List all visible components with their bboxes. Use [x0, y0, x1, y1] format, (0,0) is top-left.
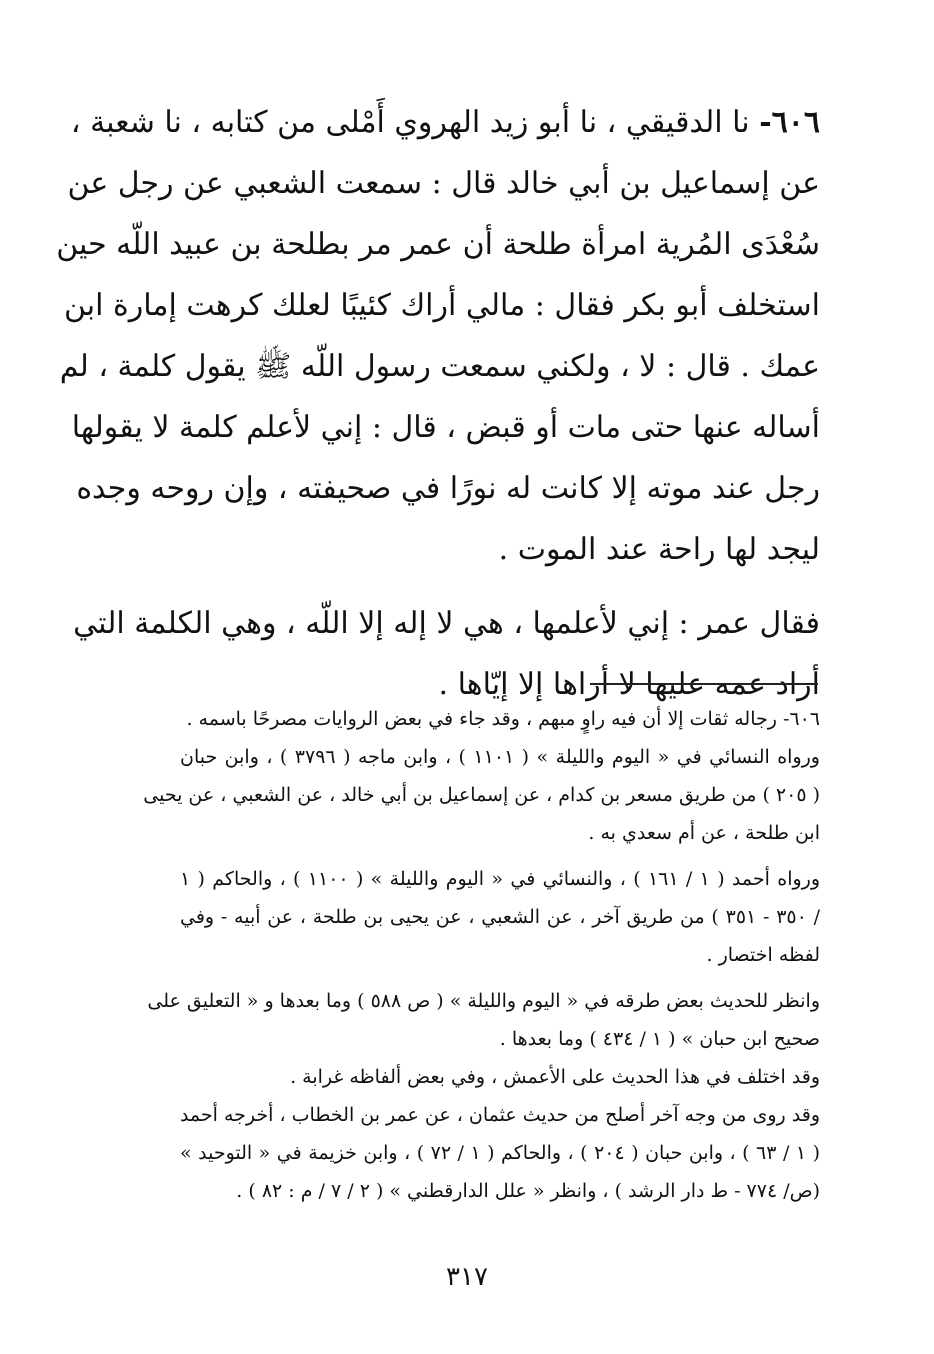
text-line-7: رجل عند موته إلا كانت له نورًا في صحيفته ، وإن روحه وجده: [76, 471, 820, 506]
hadith-number: ٦٠٦-: [759, 105, 820, 140]
text-line-1-body: نا الدقيقي ، نا أبو زيد الهروي أَمْلى من كتابه ، نا شعبة ،: [70, 105, 750, 140]
text-line-4: استخلف أبو بكر فقال : مالي أراك كئيبًا لعلك كرهت إمارة ابن: [63, 288, 820, 323]
footnote-line: ابن طلحة ، عن أم سعدي به .: [588, 822, 820, 844]
footnote-line: وانظر للحديث بعض طرقه في « اليوم والليلة » ( ص ٥٨٨ ) وما بعدها و « التعليق على: [147, 990, 820, 1012]
footnote-line: صحيح ابن حبان » ( ١ / ٤٣٤ ) وما بعدها .: [499, 1028, 820, 1050]
hadith-text: [56, 92, 820, 715]
text-line-2: عن إسماعيل بن أبي خالد قال : سمعت الشعبي عن رجل عن: [67, 166, 820, 201]
footnotes: [143, 700, 821, 1210]
closing-line-2: أراد عمه عليها لا أراها إلا إيّاها .: [438, 667, 820, 702]
footnote-line: وقد روى من وجه آخر أصلح من حديث عثمان ، عن عمر بن الخطاب ، أخرجه أحمد: [179, 1104, 820, 1126]
closing-line-1: فقال عمر : إني لأعلمها ، هي لا إله إلا اللّه ، وهي الكلمة التي: [73, 606, 820, 641]
footnote-line: ٦٠٦- رجاله ثقات إلا أن فيه راوٍ مبهم ، وقد جاء في بعض الروايات مصرحًا باسمه .: [186, 708, 820, 730]
footnote-line: (ص/ ٧٧٤ - ط دار الرشد ) ، وانظر « علل الدارقطني » ( ٢ / ٧ / م : ٨٢ ) .: [236, 1180, 820, 1202]
footnote-line: ورواه أحمد ( ١ / ١٦١ ) ، والنسائي في « اليوم والليلة » ( ١١٠٠ ) ، والحاكم ( ١: [180, 868, 821, 890]
text-line-3: سُعْدَى المُرية امرأة طلحة أن عمر مر بطلحة بن عبيد اللّه حين: [56, 227, 820, 262]
text-line-6: أساله عنها حتى مات أو قبض ، قال : إني لأعلم كلمة لا يقولها: [71, 410, 820, 445]
page-number: ٣١٧: [446, 1262, 488, 1292]
text-line-1: [70, 92, 820, 153]
footnote-line: / ٣٥٠ - ٣٥١ ) من طريق آخر ، عن الشعبي ، عن يحيى بن طلحة ، عن أبيه - وفي: [180, 906, 820, 928]
footnote-line: ( ١ / ٦٣ ) ، وابن حبان ( ٢٠٤ ) ، والحاكم ( ١ / ٧٢ ) ، وابن خزيمة في « التوحيد »: [180, 1142, 820, 1164]
text-line-8: ليجد لها راحة عند الموت .: [498, 532, 820, 567]
text-line-5: عمك . قال : لا ، ولكني سمعت رسول اللّه ﷺ يقول كلمة ، لم: [59, 349, 820, 384]
footnote-line: ورواه النسائي في « اليوم والليلة » ( ١١٠١ ) ، وابن ماجه ( ٣٧٩٦ ) ، وابن حبان: [180, 746, 820, 768]
footnote-separator: [590, 683, 818, 685]
footnote-line: لفظه اختصار .: [706, 944, 820, 966]
footnote-line: وقد اختلف في هذا الحديث على الأعمش ، وفي بعض ألفاظه غرابة .: [290, 1066, 820, 1088]
footnote-line: ( ٢٠٥ ) من طريق مسعر بن كدام ، عن إسماعيل بن أبي خالد ، عن الشعبي ، عن يحيى: [143, 784, 820, 806]
